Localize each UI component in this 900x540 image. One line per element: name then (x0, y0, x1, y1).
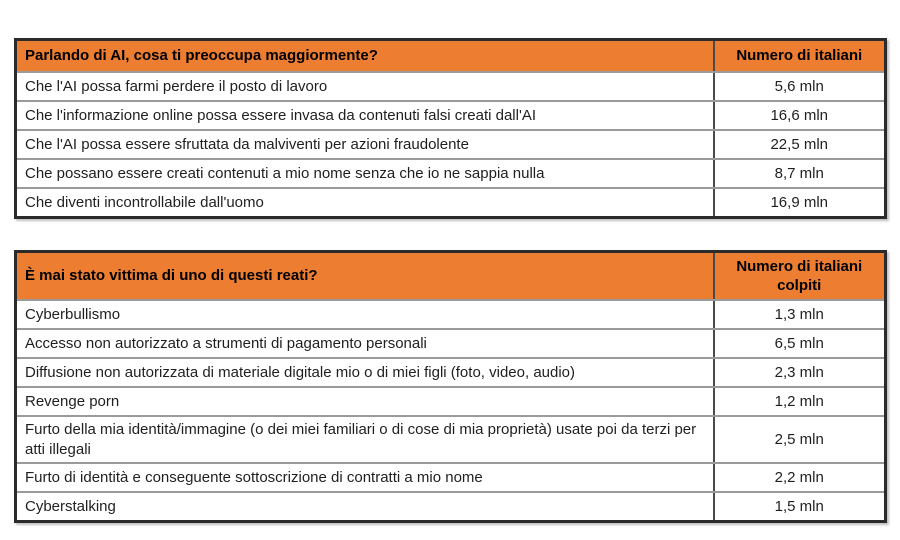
row-label: Che l'informazione online possa essere invasa da contenuti falsi creati dall'AI (16, 101, 714, 130)
row-label: Che l'AI possa essere sfruttata da malviventi per azioni fraudolente (16, 130, 714, 159)
row-value: 1,5 mln (714, 492, 886, 522)
table-row (16, 463, 886, 492)
row-value: 22,5 mln (714, 130, 886, 159)
row-label: Che diventi incontrollabile dall'uomo (16, 188, 714, 218)
table-row (16, 72, 886, 101)
tables-container (14, 38, 886, 523)
crime-victims-header-row (16, 252, 886, 301)
row-label: Furto di identità e conseguente sottoscrizione di contratti a mio nome (16, 463, 714, 492)
row-label: Revenge porn (16, 387, 714, 416)
row-value: 16,6 mln (714, 101, 886, 130)
ai-concerns-table (14, 38, 887, 219)
row-label: Che possano essere creati contenuti a mio nome senza che io ne sappia nulla (16, 159, 714, 188)
table-row (16, 188, 886, 218)
crime-victims-value-header: Numero di italiani colpiti (714, 252, 886, 301)
crime-victims-question-header: È mai stato vittima di uno di questi reati? (16, 252, 714, 301)
table-row (16, 358, 886, 387)
row-label: Accesso non autorizzato a strumenti di pagamento personali (16, 329, 714, 358)
ai-concerns-header-row (16, 40, 886, 73)
row-value: 6,5 mln (714, 329, 886, 358)
ai-concerns-value-header: Numero di italiani (714, 40, 886, 73)
table-row (16, 130, 886, 159)
ai-concerns-question-header: Parlando di AI, cosa ti preoccupa maggiormente? (16, 40, 714, 73)
row-value: 2,5 mln (714, 416, 886, 463)
row-value: 16,9 mln (714, 188, 886, 218)
row-value: 2,3 mln (714, 358, 886, 387)
row-value: 2,2 mln (714, 463, 886, 492)
table-row (16, 387, 886, 416)
row-label: Furto della mia identità/immagine (o dei miei familiari o di cose di mia proprietà) usate poi da terzi per atti illegali (16, 416, 714, 463)
row-label: Diffusione non autorizzata di materiale digitale mio o di miei figli (foto, video, audio) (16, 358, 714, 387)
row-label: Che l'AI possa farmi perdere il posto di lavoro (16, 72, 714, 101)
row-label: Cyberstalking (16, 492, 714, 522)
row-value: 5,6 mln (714, 72, 886, 101)
table-row (16, 300, 886, 329)
crime-victims-table (14, 250, 887, 523)
table-row (16, 159, 886, 188)
row-value: 8,7 mln (714, 159, 886, 188)
row-value: 1,2 mln (714, 387, 886, 416)
row-value: 1,3 mln (714, 300, 886, 329)
table-row (16, 101, 886, 130)
table-row (16, 416, 886, 463)
row-label: Cyberbullismo (16, 300, 714, 329)
table-row (16, 329, 886, 358)
table-row (16, 492, 886, 522)
